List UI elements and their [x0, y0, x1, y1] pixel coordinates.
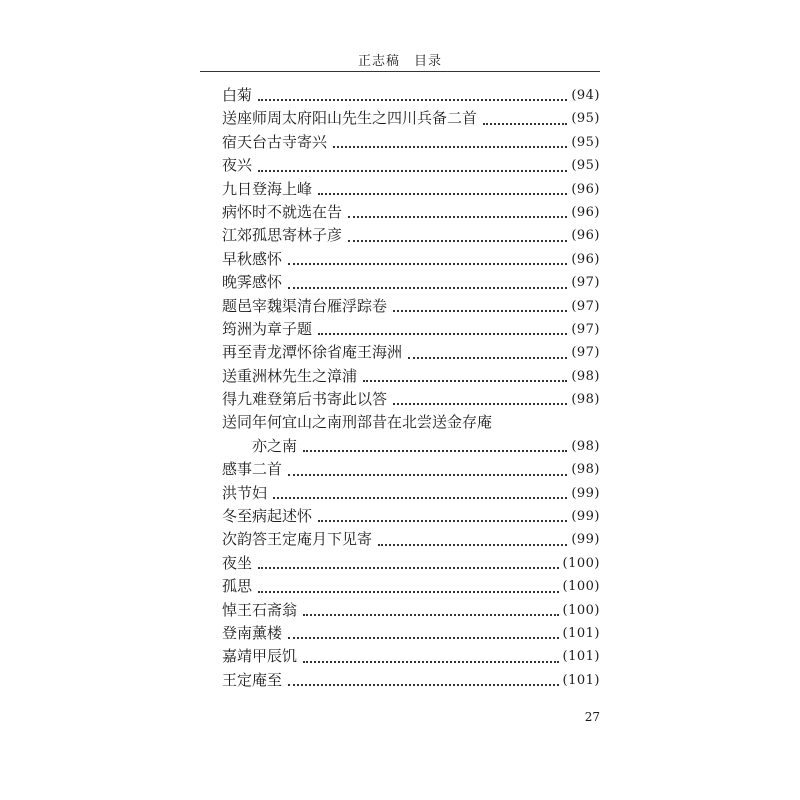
toc-entry-title: 夜兴 — [222, 156, 253, 175]
toc-entry-title: 悼王石斋翁 — [222, 600, 298, 619]
toc-entry-page: (99) — [571, 509, 600, 525]
toc-entry — [222, 599, 600, 622]
toc-entry-page: (95) — [571, 111, 600, 127]
toc-entry — [222, 295, 600, 318]
dot-leader — [303, 450, 567, 452]
dot-leader — [318, 520, 567, 522]
toc-entry-title: 感事二首 — [222, 460, 283, 479]
toc-entry-page: (96) — [571, 204, 600, 220]
dot-leader — [288, 637, 559, 639]
dot-leader — [318, 333, 567, 335]
toc-entry-page: (98) — [571, 462, 600, 478]
header-rule — [200, 71, 600, 72]
toc-entry-title: 送座师周太府阳山先生之四川兵备二首 — [222, 109, 478, 128]
toc-entry-title: 晚霁感怀 — [222, 273, 283, 292]
toc-entry — [222, 575, 600, 598]
toc-entry — [222, 84, 600, 107]
dot-leader — [348, 216, 567, 218]
toc-entry — [222, 458, 600, 481]
toc-entry-page: (101) — [562, 672, 600, 688]
dot-leader — [288, 684, 559, 686]
dot-leader — [258, 591, 559, 593]
dot-leader — [288, 474, 567, 476]
toc-entry-title: 宿天台古寺寄兴 — [222, 132, 328, 151]
toc-entry-title: 得九难登第后书寄此以答 — [222, 390, 388, 409]
toc-entry-title: 题邑宰魏渠清台雁浮踪卷 — [222, 296, 388, 315]
toc-entry — [222, 622, 600, 645]
dot-leader — [258, 170, 567, 172]
dot-leader — [483, 123, 567, 125]
toc-entry — [222, 411, 600, 434]
toc-entry-page: (98) — [571, 392, 600, 408]
toc-entry — [222, 388, 600, 411]
toc-entry-title: 早秋感怀 — [222, 249, 283, 268]
toc-entry — [222, 271, 600, 294]
toc-entry — [222, 505, 600, 528]
toc-entry-page: (99) — [571, 532, 600, 548]
toc-entry-page: (99) — [571, 485, 600, 501]
toc-entry-title-continuation: 亦之南 — [252, 436, 298, 455]
toc-entry-page: (101) — [562, 649, 600, 665]
toc-entry-title: 冬至病起述怀 — [222, 507, 313, 526]
toc-entry — [222, 107, 600, 130]
dot-leader — [318, 193, 567, 195]
toc-entry-page: (100) — [562, 602, 600, 618]
toc-entry — [222, 645, 600, 668]
dot-leader — [258, 567, 559, 569]
toc-entry — [222, 365, 600, 388]
dot-leader — [303, 661, 559, 663]
dot-leader — [393, 403, 567, 405]
toc-entry-page: (96) — [571, 251, 600, 267]
toc-entry-title: 嘉靖甲辰饥 — [222, 647, 298, 666]
toc-entry — [222, 669, 600, 692]
toc-entry — [222, 154, 600, 177]
toc-entry — [222, 528, 600, 551]
toc-entry-title: 白菊 — [222, 85, 253, 104]
dot-leader — [363, 380, 567, 382]
dot-leader — [408, 357, 567, 359]
toc-entry-page: (97) — [571, 298, 600, 314]
toc-entry-title: 江郊孤思寄林子彦 — [222, 226, 343, 245]
book-title: 正志稿 — [357, 54, 400, 69]
running-head — [200, 50, 600, 69]
dot-leader — [378, 544, 567, 546]
toc-entry-page: (101) — [562, 625, 600, 641]
toc-entry-title: 洪节妇 — [222, 483, 268, 502]
toc-entry-page: (98) — [571, 438, 600, 454]
toc-entry-page: (97) — [571, 345, 600, 361]
dot-leader — [333, 146, 567, 148]
toc-entry — [222, 552, 600, 575]
toc-entry-title: 夜坐 — [222, 553, 253, 572]
toc-entry-title: 送重洲林先生之漳浦 — [222, 366, 358, 385]
dot-leader — [273, 497, 567, 499]
toc-entry-title: 送同年何宜山之南刑部昔在北尝送金存庵 — [222, 413, 493, 432]
toc-entry-title: 再至青龙潭怀徐省庵王海洲 — [222, 343, 403, 362]
toc-entry — [222, 341, 600, 364]
toc-entry-page: (98) — [571, 368, 600, 384]
toc-entry — [222, 224, 600, 247]
toc-entry-page: (94) — [571, 87, 600, 103]
toc-entry-page: (95) — [571, 134, 600, 150]
toc-entry — [222, 131, 600, 154]
dot-leader — [288, 263, 567, 265]
toc-entry-title: 次韵答王定庵月下见寄 — [222, 530, 373, 549]
dot-leader — [288, 287, 567, 289]
toc-entry-title: 王定庵至 — [222, 670, 283, 689]
dot-leader — [393, 310, 567, 312]
page-number: 27 — [584, 710, 600, 724]
dot-leader — [258, 99, 567, 101]
toc-entry — [222, 201, 600, 224]
toc-entry-page: (96) — [571, 181, 600, 197]
toc-entry-page: (100) — [562, 555, 600, 571]
toc-entry-title: 九日登海上峰 — [222, 179, 313, 198]
toc-entry — [222, 178, 600, 201]
toc-entry-continuation-line — [222, 435, 600, 458]
section-title: 目录 — [414, 54, 443, 69]
toc-entry-title: 筠洲为章子题 — [222, 319, 313, 338]
toc-entry — [222, 248, 600, 271]
toc-entry-title: 孤思 — [222, 577, 253, 596]
table-of-contents — [222, 84, 600, 692]
toc-entry-title: 病怀时不就选在告 — [222, 202, 343, 221]
toc-entry-page: (95) — [571, 158, 600, 174]
toc-entry — [222, 318, 600, 341]
toc-entry-page: (96) — [571, 228, 600, 244]
dot-leader — [303, 614, 559, 616]
dot-leader — [348, 240, 567, 242]
toc-entry-page: (100) — [562, 579, 600, 595]
toc-entry-page: (97) — [571, 275, 600, 291]
toc-entry-title: 登南薰楼 — [222, 623, 283, 642]
toc-entry — [222, 482, 600, 505]
toc-entry-page: (97) — [571, 321, 600, 337]
